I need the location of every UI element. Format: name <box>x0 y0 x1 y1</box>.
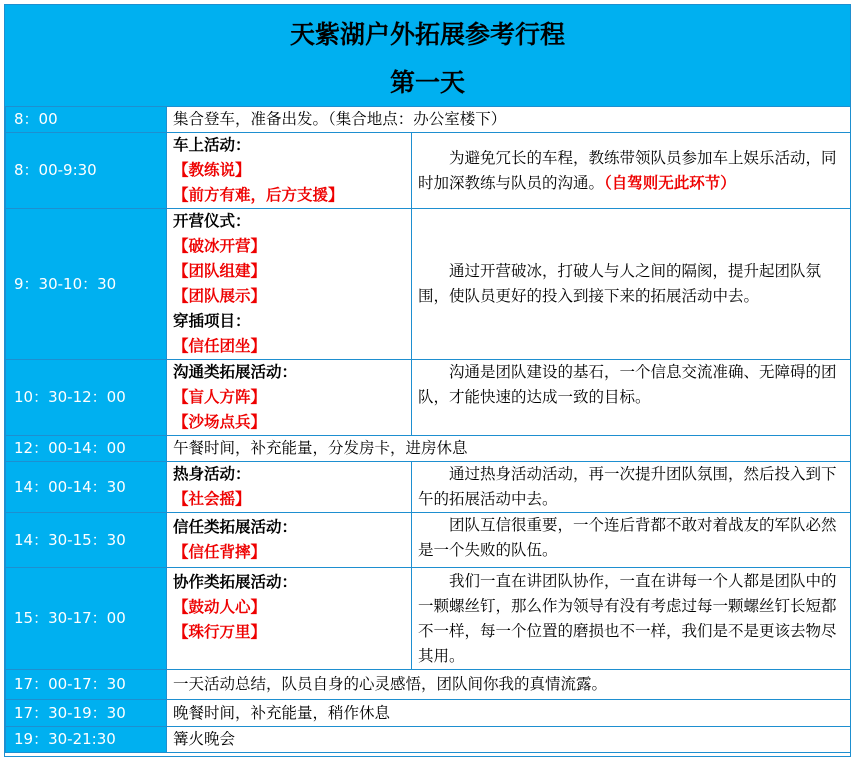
activity-cell <box>167 209 412 360</box>
activity-cell: 集合登车，准备出发。（集合地点：办公室楼下） <box>167 107 851 133</box>
table-row <box>6 133 851 209</box>
table-row <box>6 568 851 670</box>
table-row <box>6 360 851 436</box>
activity-item: 【信任团坐】 <box>173 337 267 355</box>
activity-item: 【社会摇】 <box>173 490 251 508</box>
activity-heading: 信任类拓展活动： <box>173 518 298 536</box>
time-cell: 19：30-21:30 <box>6 727 167 753</box>
description-cell <box>412 513 851 568</box>
description-text: 沟通是团队建设的基石，一个信息交流准确、无障碍的团队，才能快速的达成一致的目标。 <box>418 363 837 406</box>
table-row <box>6 700 851 727</box>
itinerary-title: 天紫湖户外拓展参考行程 <box>289 20 565 49</box>
table-row <box>6 462 851 513</box>
description-text: 我们一直在讲团队协作，一直在讲每一个人都是团队中的一颗螺丝钉，那么作为领导有没有考虑过每一颗螺丝钉长短都不一样，每一个位置的磨损也不一样，我们是不是更该去物尽其用。 <box>418 571 837 665</box>
activity-heading: 车上活动： <box>173 136 251 154</box>
time-cell: 8：00 <box>6 107 167 133</box>
activity-item: 【教练说】 <box>173 161 251 179</box>
table-row <box>6 670 851 700</box>
activity-item: 【信任背摔】 <box>173 543 267 561</box>
activity-cell <box>167 568 412 670</box>
day-title: 第一天 <box>389 68 465 97</box>
time-cell: 15：30-17：00 <box>6 568 167 670</box>
activity-cell: 篝火晚会 <box>167 727 851 753</box>
activity-item: 【团队组建】 <box>173 262 267 280</box>
description-text <box>418 146 846 196</box>
activity-item: 【前方有难，后方支援】 <box>173 186 344 204</box>
activity-cell: 午餐时间，补充能量，分发房卡，进房休息 <box>167 436 851 462</box>
time-cell: 8：00-9:30 <box>6 133 167 209</box>
activity-item: 【破冰开营】 <box>173 237 267 255</box>
activity-cell <box>167 133 412 209</box>
table-row <box>6 513 851 568</box>
table-row <box>6 107 851 133</box>
time-cell: 17：00-17：30 <box>6 670 167 700</box>
activity-heading: 协作类拓展活动： <box>173 573 298 591</box>
description-text: 团队互信很重要，一个连后背都不敢对着战友的军队必然是一个失败的队伍。 <box>418 516 837 559</box>
schedule-table <box>5 106 851 753</box>
description-cell <box>412 568 851 670</box>
table-row <box>6 727 851 753</box>
activity-cell <box>167 513 412 568</box>
description-text: 通过开营破冰，打破人与人之间的隔阂，提升起团队氛围，使队员更好的投入到接下来的拓展活动中去。 <box>418 262 822 305</box>
description-cell <box>412 462 851 513</box>
time-cell: 14：30-15：30 <box>6 513 167 568</box>
time-cell: 10：30-12：00 <box>6 360 167 436</box>
activity-cell <box>167 360 412 436</box>
activity-item: 【沙场点兵】 <box>173 413 267 431</box>
table-row <box>6 209 851 360</box>
activity-item: 【珠行万里】 <box>173 623 267 641</box>
time-cell: 9：30-10：30 <box>6 209 167 360</box>
activity-item: 【鼓动人心】 <box>173 598 267 616</box>
activity-subheading: 穿插项目： <box>173 312 251 330</box>
description-cell <box>412 360 851 436</box>
activity-heading: 热身活动： <box>173 465 251 483</box>
time-cell: 12：00-14：00 <box>6 436 167 462</box>
table-row <box>6 436 851 462</box>
description-text: 通过热身活动活动，再一次提升团队氛围，然后投入到下午的拓展活动中去。 <box>418 465 837 508</box>
itinerary-sheet <box>4 4 851 757</box>
activity-cell: 晚餐时间，补充能量，稍作休息 <box>167 700 851 727</box>
activity-heading: 开营仪式： <box>173 212 251 230</box>
activity-cell <box>167 462 412 513</box>
activity-item: 【团队展示】 <box>173 287 267 305</box>
description-main: 为避免冗长的车程，教练带领队员参加车上娱乐活动，同时加深教练与队员的沟通。 <box>418 148 837 192</box>
description-cell <box>412 209 851 360</box>
time-cell: 17：30-19：30 <box>6 700 167 727</box>
activity-heading: 沟通类拓展活动： <box>173 363 298 381</box>
description-cell <box>412 133 851 209</box>
time-cell: 14：00-14：30 <box>6 462 167 513</box>
activity-cell: 一天活动总结，队员自身的心灵感悟，团队间你我的真情流露。 <box>167 670 851 700</box>
description-note: （自驾则无此环节） <box>604 173 736 192</box>
activity-item: 【盲人方阵】 <box>173 388 267 406</box>
header-banner <box>5 5 850 107</box>
